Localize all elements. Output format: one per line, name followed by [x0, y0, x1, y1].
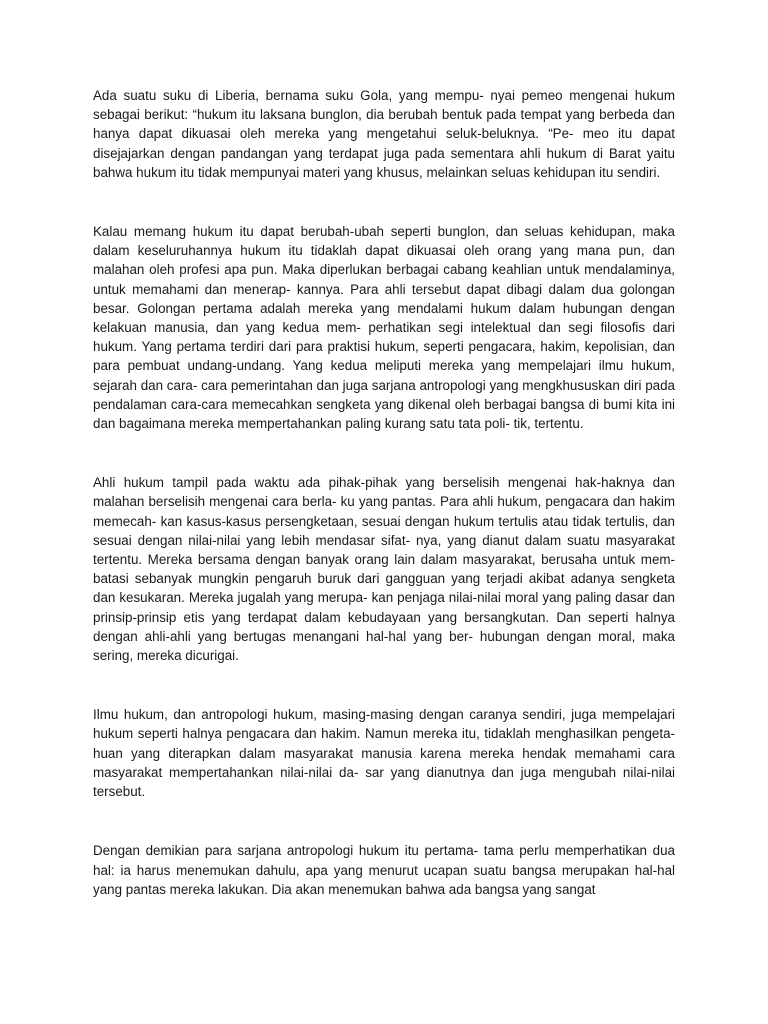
paragraph-1: Ada suatu suku di Liberia, bernama suku Gola, yang mempu- nyai pemeo mengenai hukum sebagai berikut: “hukum itu laksana bunglon, dia berubah bentuk pada tempat yang berbeda dan hanya dapat dikuasai oleh mereka yang mengetahui seluk-beluknya. “Pe- meo itu dapat disejajarkan dengan pandangan yang terdapat juga pada sementara ahli hukum di Barat yaitu bahwa hukum itu tidak mempunyai materi yang khusus, melainkan seluas kehidupan itu sendiri. — [93, 88, 675, 180]
paragraph-3: Ahli hukum tampil pada waktu ada pihak-pihak yang berselisih mengenai hak-haknya dan malahan berselisih mengenai cara berla- ku yang pantas. Para ahli hukum, pengacara dan hakim memecah- kan kasus-kasus persengketaan, sesuai dengan hukum tertulis atau tidak tertulis, dan sesuai dengan nilai-nilai yang lebih mendasar sifat- nya, yang dianut dalam suatu masyarakat tertentu. Mereka bersama dengan banyak orang lain dalam masyarakat, berusaha untuk mem- batasi sebanyak mungkin pengaruh buruk dari gangguan yang terjadi akibat adanya sengketa dan kesukaran. Mereka jugalah yang merupa- kan penjaga nilai-nilai moral yang paling dasar dan prinsip-prinsip etis yang terdapat dalam kebudayaan yang bersangkutan. Dan seperti halnya dengan ahli-ahli yang bertugas menangani hal-hal yang ber- hubungan dengan moral, maka sering, mereka dicurigai. — [93, 475, 675, 664]
paragraph-2: Kalau memang hukum itu dapat berubah-ubah seperti bunglon, dan seluas kehidupan, maka dalam keseluruhannya hukum itu tidaklah dapat dikuasai oleh orang yang mana pun, dan malahan oleh profesi apa pun. Maka diperlukan berbagai cabang keahlian untuk mendalaminya, untuk memahami dan menerap- kannya. Para ahli tersebut dapat dibagi dalam dua golongan besar. Golongan pertama adalah mereka yang mendalami hukum dalam hubungan dengan kelakuan manusia, dan yang kedua mem- perhatikan segi intelektual dan segi filosofis dari hukum. Yang pertama terdiri dari para praktisi hukum, seperti pengacara, hakim, kepolisian, dan para pembuat undang-undang. Yang kedua meliputi mereka yang mempelajari ilmu hukum, sejarah dan cara- cara pemerintahan dan juga sarjana antropologi yang mengkhususkan diri pada pendalaman cara-cara memecahkan sengketa yang dikenal oleh berbagai bangsa di bumi kita ini dan bagaimana mereka mempertahankan paling kurang satu tata poli- tik, tertentu. — [93, 224, 675, 432]
paragraph-4: Ilmu hukum, dan antropologi hukum, masing-masing dengan caranya sendiri, juga mempelajari hukum seperti halnya pengacara dan hakim. Namun mereka itu, tidaklah menghasilkan pengeta- huan yang diterapkan dalam masyarakat manusia karena mereka hendak memahami cara masyarakat mempertahankan nilai-nilai da- sar yang dianutnya dan juga mengubah nilai-nilai tersebut. — [93, 707, 675, 800]
paragraph-5: Dengan demikian para sarjana antropologi hukum itu pertama- tama perlu memperhatikan dua hal: ia harus menemukan dahulu, apa yang menurut ucapan suatu bangsa merupakan hal-hal yang pantas mereka lakukan. Dia akan menemukan bahwa ada bangsa yang sangat — [93, 843, 675, 897]
document-page — [93, 86, 675, 899]
